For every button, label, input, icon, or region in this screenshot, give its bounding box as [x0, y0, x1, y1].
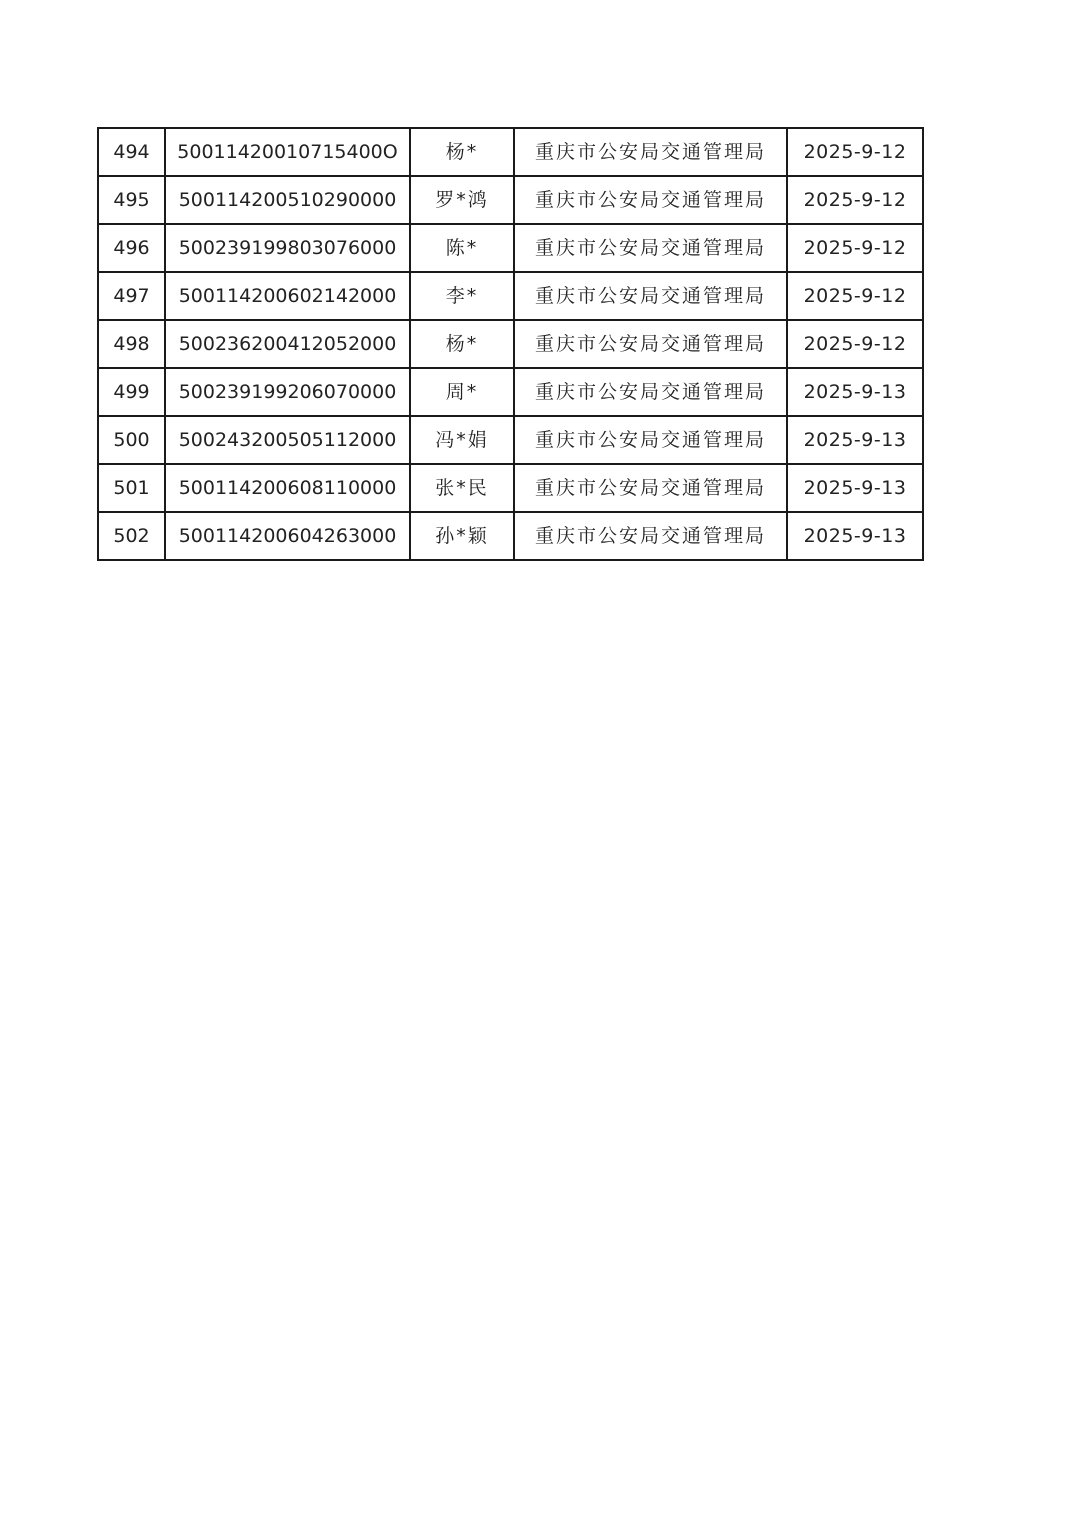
id-number-cell: 500114200602142000	[165, 272, 410, 320]
organization-cell: 重庆市公安局交通管理局	[514, 128, 787, 176]
name-cell: 杨*	[410, 128, 514, 176]
table-row	[98, 416, 923, 464]
date-cell: 2025-9-12	[787, 176, 923, 224]
id-number-cell: 500239199206070000	[165, 368, 410, 416]
date-cell: 2025-9-13	[787, 368, 923, 416]
seq-cell: 496	[98, 224, 165, 272]
seq-cell: 495	[98, 176, 165, 224]
organization-cell: 重庆市公安局交通管理局	[514, 320, 787, 368]
table-row	[98, 368, 923, 416]
seq-cell: 494	[98, 128, 165, 176]
table-row	[98, 512, 923, 560]
seq-cell: 497	[98, 272, 165, 320]
seq-cell: 501	[98, 464, 165, 512]
date-cell: 2025-9-12	[787, 272, 923, 320]
table-row	[98, 224, 923, 272]
date-cell: 2025-9-13	[787, 512, 923, 560]
seq-cell: 502	[98, 512, 165, 560]
date-cell: 2025-9-13	[787, 416, 923, 464]
name-cell: 张*民	[410, 464, 514, 512]
organization-cell: 重庆市公安局交通管理局	[514, 416, 787, 464]
name-cell: 杨*	[410, 320, 514, 368]
seq-cell: 500	[98, 416, 165, 464]
organization-cell: 重庆市公安局交通管理局	[514, 176, 787, 224]
id-number-cell: 500114200510290000	[165, 176, 410, 224]
records-table-body	[98, 128, 923, 560]
organization-cell: 重庆市公安局交通管理局	[514, 512, 787, 560]
organization-cell: 重庆市公安局交通管理局	[514, 272, 787, 320]
name-cell: 李*	[410, 272, 514, 320]
organization-cell: 重庆市公安局交通管理局	[514, 368, 787, 416]
name-cell: 孙*颖	[410, 512, 514, 560]
id-number-cell: 500114200608110000	[165, 464, 410, 512]
table-row	[98, 464, 923, 512]
name-cell: 周*	[410, 368, 514, 416]
table-row	[98, 320, 923, 368]
name-cell: 罗*鸿	[410, 176, 514, 224]
name-cell: 陈*	[410, 224, 514, 272]
id-number-cell: 500236200412052000	[165, 320, 410, 368]
date-cell: 2025-9-12	[787, 320, 923, 368]
id-number-cell: 50011420010715400O	[165, 128, 410, 176]
table-row	[98, 272, 923, 320]
date-cell: 2025-9-12	[787, 128, 923, 176]
id-number-cell: 500239199803076000	[165, 224, 410, 272]
organization-cell: 重庆市公安局交通管理局	[514, 464, 787, 512]
records-table	[97, 127, 924, 561]
organization-cell: 重庆市公安局交通管理局	[514, 224, 787, 272]
seq-cell: 499	[98, 368, 165, 416]
date-cell: 2025-9-12	[787, 224, 923, 272]
name-cell: 冯*娟	[410, 416, 514, 464]
id-number-cell: 500114200604263000	[165, 512, 410, 560]
seq-cell: 498	[98, 320, 165, 368]
date-cell: 2025-9-13	[787, 464, 923, 512]
id-number-cell: 500243200505112000	[165, 416, 410, 464]
table-row	[98, 176, 923, 224]
table-row	[98, 128, 923, 176]
